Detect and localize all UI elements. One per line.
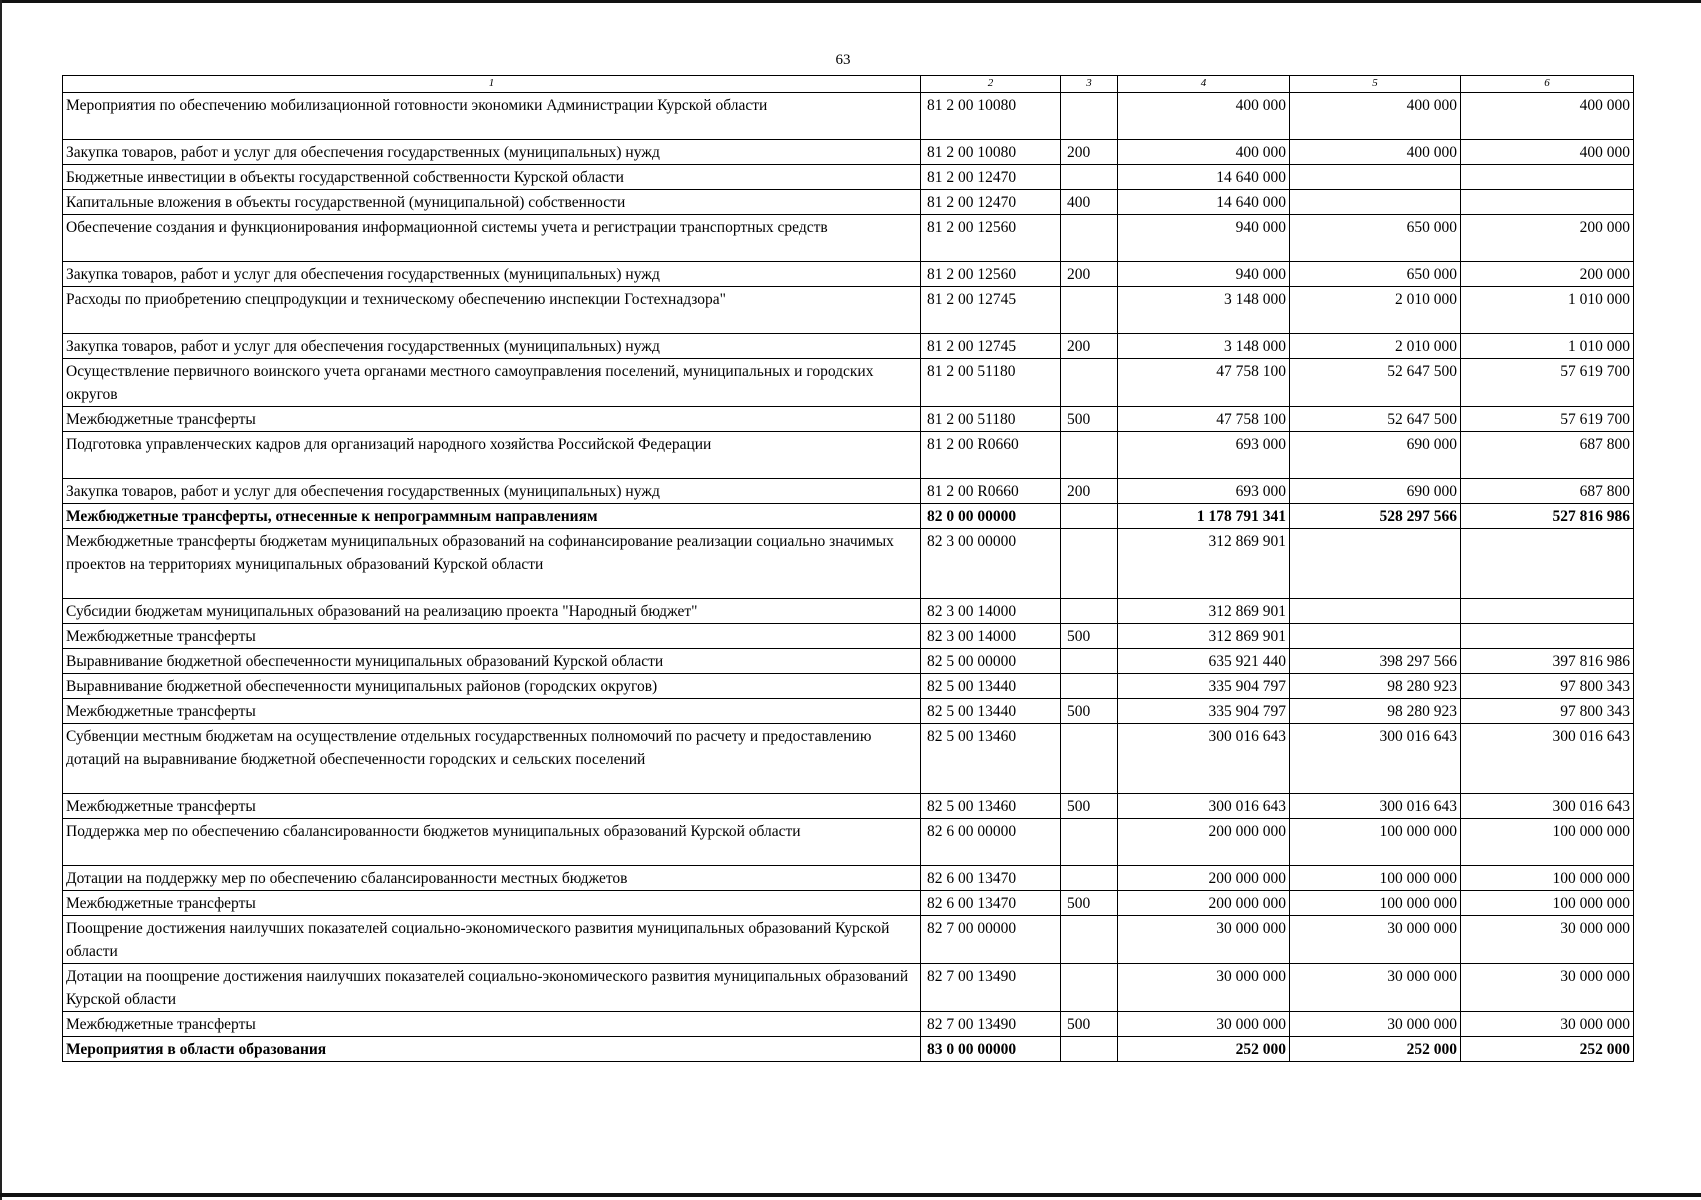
row-value-col5: 100 000 000: [1290, 819, 1461, 866]
row-value-col6: 300 016 643: [1461, 724, 1634, 794]
row-expense-type: 200: [1061, 334, 1118, 359]
row-value-col4: 47 758 100: [1118, 359, 1290, 407]
row-value-col5: 528 297 566: [1290, 504, 1461, 529]
row-expense-type: 500: [1061, 624, 1118, 649]
column-header: 3: [1061, 76, 1118, 93]
row-code: 82 6 00 13470: [921, 891, 1061, 916]
table-row: [63, 529, 1634, 599]
row-expense-type: 500: [1061, 891, 1118, 916]
row-name: Осуществление первичного воинского учета органами местного самоуправления поселений, муниципальных и городских округов: [63, 359, 921, 407]
row-value-col5: 398 297 566: [1290, 649, 1461, 674]
row-value-col5: 650 000: [1290, 262, 1461, 287]
scan-edge-bottom: [0, 1193, 1701, 1197]
row-value-col5: 100 000 000: [1290, 866, 1461, 891]
row-value-col5: [1290, 529, 1461, 599]
row-name: Дотации на поощрение достижения наилучших показателей социально-экономического развития муниципальных образований Курской области: [63, 964, 921, 1012]
row-code: 81 2 00 12470: [921, 165, 1061, 190]
row-expense-type: 200: [1061, 262, 1118, 287]
table-row: [63, 624, 1634, 649]
row-code: 81 2 00 12560: [921, 262, 1061, 287]
row-value-col4: 252 000: [1118, 1037, 1290, 1062]
row-code: 82 7 00 00000: [921, 916, 1061, 964]
row-value-col5: 100 000 000: [1290, 891, 1461, 916]
row-name: Обеспечение создания и функционирования информационной системы учета и регистрации транспортных средств: [63, 215, 921, 262]
row-name: Мероприятия по обеспечению мобилизационной готовности экономики Администрации Курской области: [63, 93, 921, 140]
row-value-col4: 400 000: [1118, 93, 1290, 140]
row-value-col5: [1290, 190, 1461, 215]
row-value-col6: [1461, 165, 1634, 190]
row-value-col5: 98 280 923: [1290, 674, 1461, 699]
row-value-col4: 30 000 000: [1118, 1012, 1290, 1037]
row-value-col6: 300 016 643: [1461, 794, 1634, 819]
row-expense-type: [1061, 529, 1118, 599]
column-header: 1: [63, 76, 921, 93]
row-expense-type: 500: [1061, 1012, 1118, 1037]
row-code: 82 5 00 13460: [921, 724, 1061, 794]
table-row: [63, 916, 1634, 964]
table-row: [63, 699, 1634, 724]
row-expense-type: 500: [1061, 699, 1118, 724]
row-value-col5: 52 647 500: [1290, 407, 1461, 432]
row-expense-type: [1061, 866, 1118, 891]
row-name: Расходы по приобретению спецпродукции и техническому обеспечению инспекции Гостехнадзора": [63, 287, 921, 334]
row-value-col4: 200 000 000: [1118, 891, 1290, 916]
row-value-col4: 200 000 000: [1118, 866, 1290, 891]
row-value-col4: 1 178 791 341: [1118, 504, 1290, 529]
page-number: 63: [835, 52, 851, 68]
row-code: 82 3 00 00000: [921, 529, 1061, 599]
table-row: [63, 866, 1634, 891]
row-expense-type: [1061, 916, 1118, 964]
row-value-col6: [1461, 599, 1634, 624]
row-value-col6: [1461, 190, 1634, 215]
row-value-col6: 400 000: [1461, 140, 1634, 165]
row-code: 82 6 00 13470: [921, 866, 1061, 891]
row-value-col5: 400 000: [1290, 93, 1461, 140]
row-code: 82 5 00 00000: [921, 649, 1061, 674]
row-code: 82 6 00 00000: [921, 819, 1061, 866]
row-value-col4: 400 000: [1118, 140, 1290, 165]
row-code: 82 5 00 13440: [921, 674, 1061, 699]
row-value-col5: 252 000: [1290, 1037, 1461, 1062]
column-number-row: [63, 76, 1634, 93]
row-value-col4: 3 148 000: [1118, 334, 1290, 359]
row-value-col4: 3 148 000: [1118, 287, 1290, 334]
row-value-col4: 14 640 000: [1118, 165, 1290, 190]
table-row: [63, 1037, 1634, 1062]
row-value-col6: 100 000 000: [1461, 891, 1634, 916]
table-row: [63, 964, 1634, 1012]
row-value-col6: 1 010 000: [1461, 287, 1634, 334]
column-header: 6: [1461, 76, 1634, 93]
table-row: [63, 262, 1634, 287]
row-expense-type: 500: [1061, 407, 1118, 432]
row-value-col6: 1 010 000: [1461, 334, 1634, 359]
row-expense-type: [1061, 819, 1118, 866]
row-value-col4: 635 921 440: [1118, 649, 1290, 674]
table-row: [63, 649, 1634, 674]
row-expense-type: [1061, 287, 1118, 334]
table-row: [63, 891, 1634, 916]
row-value-col5: 650 000: [1290, 215, 1461, 262]
row-value-col4: 335 904 797: [1118, 699, 1290, 724]
table-row: [63, 794, 1634, 819]
row-name: Закупка товаров, работ и услуг для обеспечения государственных (муниципальных) нужд: [63, 334, 921, 359]
scan-edge-left: [0, 0, 2, 1200]
row-code: 81 2 00 12745: [921, 334, 1061, 359]
row-code: 82 3 00 14000: [921, 624, 1061, 649]
row-code: 81 2 00 12470: [921, 190, 1061, 215]
row-value-col4: 693 000: [1118, 432, 1290, 479]
table-row: [63, 407, 1634, 432]
row-code: 81 2 00 51180: [921, 359, 1061, 407]
row-value-col6: 57 619 700: [1461, 407, 1634, 432]
row-expense-type: [1061, 215, 1118, 262]
row-value-col5: 30 000 000: [1290, 916, 1461, 964]
row-value-col6: [1461, 624, 1634, 649]
row-name: Межбюджетные трансферты: [63, 407, 921, 432]
row-name: Межбюджетные трансферты: [63, 624, 921, 649]
row-name: Закупка товаров, работ и услуг для обеспечения государственных (муниципальных) нужд: [63, 140, 921, 165]
row-value-col6: 687 800: [1461, 432, 1634, 479]
row-name: Выравнивание бюджетной обеспеченности муниципальных образований Курской области: [63, 649, 921, 674]
table-row: [63, 504, 1634, 529]
row-value-col4: 693 000: [1118, 479, 1290, 504]
row-name: Межбюджетные трансферты: [63, 794, 921, 819]
column-header: 4: [1118, 76, 1290, 93]
row-value-col5: 400 000: [1290, 140, 1461, 165]
table-row: [63, 724, 1634, 794]
row-value-col5: [1290, 624, 1461, 649]
row-name: Межбюджетные трансферты, отнесенные к непрограммным направлениям: [63, 504, 921, 529]
row-value-col6: 100 000 000: [1461, 819, 1634, 866]
row-value-col4: 200 000 000: [1118, 819, 1290, 866]
table-row: [63, 359, 1634, 407]
row-value-col5: 690 000: [1290, 479, 1461, 504]
row-value-col6: 30 000 000: [1461, 1012, 1634, 1037]
row-expense-type: [1061, 649, 1118, 674]
row-value-col6: 97 800 343: [1461, 674, 1634, 699]
row-expense-type: [1061, 724, 1118, 794]
row-name: Дотации на поддержку мер по обеспечению сбалансированности местных бюджетов: [63, 866, 921, 891]
row-value-col5: 98 280 923: [1290, 699, 1461, 724]
row-name: Закупка товаров, работ и услуг для обеспечения государственных (муниципальных) нужд: [63, 479, 921, 504]
row-expense-type: [1061, 674, 1118, 699]
row-code: 82 0 00 00000: [921, 504, 1061, 529]
row-code: 82 5 00 13440: [921, 699, 1061, 724]
row-value-col4: 940 000: [1118, 215, 1290, 262]
row-code: 81 2 00 R0660: [921, 432, 1061, 479]
row-value-col6: 30 000 000: [1461, 964, 1634, 1012]
table-row: [63, 215, 1634, 262]
row-value-col6: 397 816 986: [1461, 649, 1634, 674]
row-name: Мероприятия в области образования: [63, 1037, 921, 1062]
row-value-col5: [1290, 599, 1461, 624]
row-code: 82 7 00 13490: [921, 964, 1061, 1012]
row-code: 81 2 00 10080: [921, 140, 1061, 165]
row-name: Поддержка мер по обеспечению сбалансированности бюджетов муниципальных образований Курской области: [63, 819, 921, 866]
row-value-col4: 300 016 643: [1118, 724, 1290, 794]
row-value-col6: 527 816 986: [1461, 504, 1634, 529]
row-value-col6: 97 800 343: [1461, 699, 1634, 724]
row-value-col4: 47 758 100: [1118, 407, 1290, 432]
row-code: 81 2 00 10080: [921, 93, 1061, 140]
row-expense-type: 200: [1061, 479, 1118, 504]
column-header: 5: [1290, 76, 1461, 93]
row-name: Межбюджетные трансферты бюджетам муниципальных образований на софинансирование реализации социально значимых проектов на территориях муниципальных образований Курской области: [63, 529, 921, 599]
row-value-col6: 100 000 000: [1461, 866, 1634, 891]
row-name: Поощрение достижения наилучших показателей социально-экономического развития муниципальных образований Курской области: [63, 916, 921, 964]
row-value-col5: 690 000: [1290, 432, 1461, 479]
table-row: [63, 190, 1634, 215]
row-name: Выравнивание бюджетной обеспеченности муниципальных районов (городских округов): [63, 674, 921, 699]
row-value-col6: 30 000 000: [1461, 916, 1634, 964]
row-expense-type: 500: [1061, 794, 1118, 819]
row-expense-type: [1061, 599, 1118, 624]
table-row: [63, 287, 1634, 334]
row-value-col4: 300 016 643: [1118, 794, 1290, 819]
row-name: Межбюджетные трансферты: [63, 699, 921, 724]
row-expense-type: [1061, 165, 1118, 190]
row-value-col4: 30 000 000: [1118, 916, 1290, 964]
row-value-col4: 312 869 901: [1118, 529, 1290, 599]
table-row: [63, 140, 1634, 165]
table-row: [63, 599, 1634, 624]
row-value-col5: 30 000 000: [1290, 1012, 1461, 1037]
row-value-col6: 687 800: [1461, 479, 1634, 504]
table-row: [63, 93, 1634, 140]
table-row: [63, 819, 1634, 866]
row-expense-type: [1061, 504, 1118, 529]
row-name: Межбюджетные трансферты: [63, 1012, 921, 1037]
row-value-col4: 335 904 797: [1118, 674, 1290, 699]
scan-edge-top: [0, 0, 1701, 3]
row-value-col5: 300 016 643: [1290, 794, 1461, 819]
row-value-col4: 30 000 000: [1118, 964, 1290, 1012]
row-code: 81 2 00 12745: [921, 287, 1061, 334]
row-value-col4: 312 869 901: [1118, 599, 1290, 624]
row-value-col4: 312 869 901: [1118, 624, 1290, 649]
row-value-col5: 2 010 000: [1290, 287, 1461, 334]
table-row: [63, 674, 1634, 699]
row-code: 81 2 00 12560: [921, 215, 1061, 262]
row-value-col4: 940 000: [1118, 262, 1290, 287]
table-row: [63, 165, 1634, 190]
table-row: [63, 479, 1634, 504]
row-code: 81 2 00 R0660: [921, 479, 1061, 504]
budget-table: [62, 75, 1634, 1062]
row-expense-type: [1061, 93, 1118, 140]
row-name: Субсидии бюджетам муниципальных образований на реализацию проекта "Народный бюджет": [63, 599, 921, 624]
row-expense-type: [1061, 359, 1118, 407]
row-code: 82 3 00 14000: [921, 599, 1061, 624]
row-value-col5: 52 647 500: [1290, 359, 1461, 407]
row-expense-type: [1061, 964, 1118, 1012]
row-value-col6: [1461, 529, 1634, 599]
table-row: [63, 432, 1634, 479]
column-header: 2: [921, 76, 1061, 93]
row-value-col5: 2 010 000: [1290, 334, 1461, 359]
row-expense-type: [1061, 432, 1118, 479]
row-code: 81 2 00 51180: [921, 407, 1061, 432]
row-value-col6: 200 000: [1461, 215, 1634, 262]
row-value-col4: 14 640 000: [1118, 190, 1290, 215]
row-value-col5: [1290, 165, 1461, 190]
row-value-col6: 200 000: [1461, 262, 1634, 287]
row-value-col6: 400 000: [1461, 93, 1634, 140]
row-value-col6: 252 000: [1461, 1037, 1634, 1062]
row-name: Межбюджетные трансферты: [63, 891, 921, 916]
row-code: 83 0 00 00000: [921, 1037, 1061, 1062]
row-value-col6: 57 619 700: [1461, 359, 1634, 407]
row-name: Подготовка управленческих кадров для организаций народного хозяйства Российской Федерации: [63, 432, 921, 479]
row-expense-type: 200: [1061, 140, 1118, 165]
row-name: Субвенции местным бюджетам на осуществление отдельных государственных полномочий по расчету и предоставлению дотаций на выравнивание бюджетной обеспеченности городских и сельских поселений: [63, 724, 921, 794]
row-expense-type: [1061, 1037, 1118, 1062]
table-row: [63, 1012, 1634, 1037]
row-code: 82 7 00 13490: [921, 1012, 1061, 1037]
row-expense-type: 400: [1061, 190, 1118, 215]
row-value-col5: 300 016 643: [1290, 724, 1461, 794]
table-row: [63, 334, 1634, 359]
row-name: Бюджетные инвестиции в объекты государственной собственности Курской области: [63, 165, 921, 190]
table-body: [63, 76, 1634, 1062]
row-name: Капитальные вложения в объекты государственной (муниципальной) собственности: [63, 190, 921, 215]
row-name: Закупка товаров, работ и услуг для обеспечения государственных (муниципальных) нужд: [63, 262, 921, 287]
row-value-col5: 30 000 000: [1290, 964, 1461, 1012]
row-code: 82 5 00 13460: [921, 794, 1061, 819]
